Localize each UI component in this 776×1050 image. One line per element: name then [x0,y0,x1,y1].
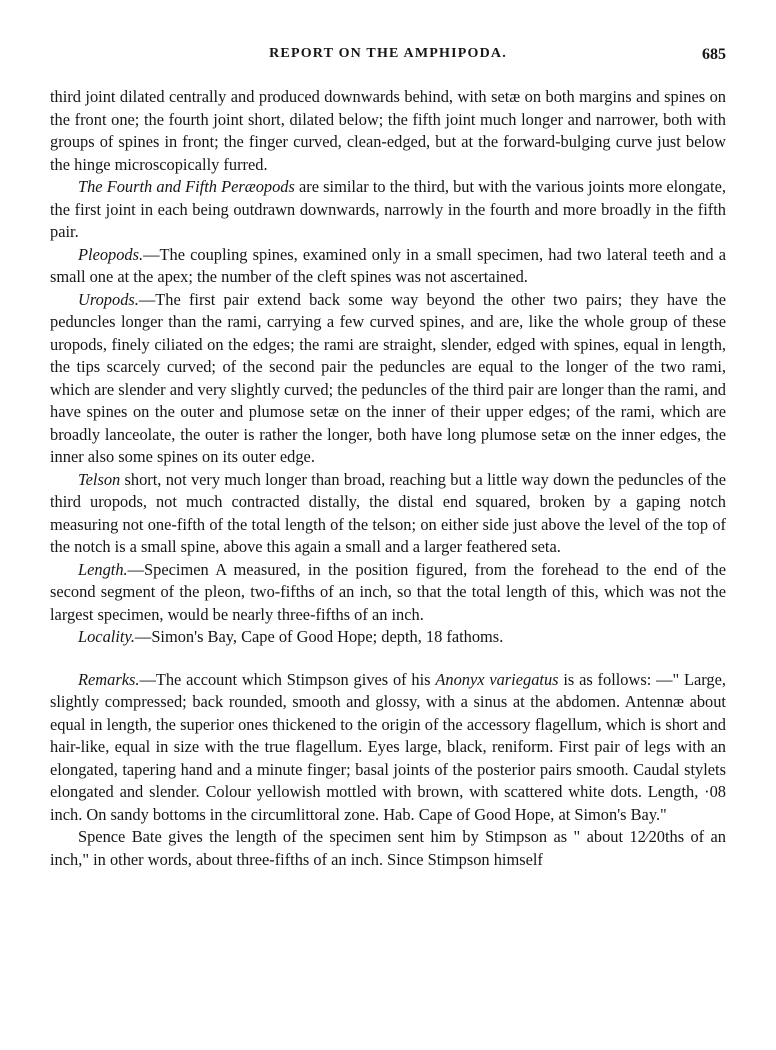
paragraph-remarks [50,669,726,827]
paragraph-text: short, not very much longer than broad, reaching but a little way down the peduncles of the third uropods, not much contracted distally, the distal end squared, broken by a gaping notch measuring not one-fifth of the total length of the telson; on either side just above the level of the top of the notch is a small spine, above this again a small and a larger feathered seta. [50,469,726,556]
body-text [50,86,726,871]
paragraph-length [50,559,726,627]
running-header [50,46,726,70]
page-number: 685 [702,46,726,63]
paragraph-lead: Remarks. [78,669,140,689]
paragraph-spence-bate [50,826,726,871]
paragraph-lead: Uropods. [78,289,139,309]
paragraph-lead: Pleopods. [78,244,144,264]
paragraph-lead: Length. [78,559,128,579]
paragraph-text: third joint dilated centrally and produced downwards behind, with setæ on both margins and spines on the front one; the fourth joint short, dilated below; the fifth joint much longer and narrower, both with groups of spines in front; the finger curved, clean-edged, but at the forward-bulging curve just below the hinge microscopically furred. [50,87,726,174]
paragraph-lead: The Fourth and Fifth Peræopods [78,177,295,196]
paragraph-text-quote: is as follows: —" Large, slightly compressed; back rounded, smooth and glossy, with a sinus at the abdomen. Antennæ about equal in length, the superior ones thickened to the origin of the accessory flagellum, which is short and hair-like, equal in size with the true flagellum. Eyes large, black, reniform. First pair of legs with an elongated, tapering hand and a minute finger; basal joints of the posterior pairs smooth. Caudal stylets elongated and slender. Colour yellowish mottled with brown, with scattered white dots. Length, ·08 inch. On sandy bottoms in the circumlittoral zone. Hab. Cape of Good Hope, at Simon's Bay." [50,669,726,824]
paragraph-text: —The account which Stimpson gives of his [139,669,436,689]
species-name: Anonyx variegatus [435,669,559,689]
paragraph-locality [50,626,726,649]
paragraph-lead: Locality. [78,627,135,646]
paragraph-telson [50,469,726,559]
paragraph-text: —The coupling spines, examined only in a small specimen, had two lateral teeth and a small one at the apex; the number of the cleft spines was not ascertained. [50,244,726,286]
paragraph-lead: Telson [78,469,121,489]
paragraph-text: —Specimen A measured, in the position figured, from the forehead to the end of the second segment of the pleon, two-fifths of an inch, so that the total length of this, which was not the largest specimen, would be nearly three-fifths of an inch. [50,559,726,624]
paragraph-text: —The first pair extend back some way beyond the other two pairs; they have the peduncles longer than the rami, carrying a few curved spines, and are, like the whole group of these uropods, finely ciliated on the edges; the rami are straight, slender, edged with spines, equal in length, the tips scarcely curved; of the second pair the peduncles are equal to the longer of the two rami, which are slender and very slightly curved; the peduncles of the third pair are longer than the rami, and have spines on the outer and plumose setæ on the inner of their upper edges; of the rami, which are broadly lanceolate, the outer is rather the longer, both have long plumose setæ on the inner edges, the inner also some spines on its outer edge. [50,289,726,466]
paragraph-text: are similar to the third, but with the various joints more elongate, the first joint in each being outdrawn downwards, narrowly in the fourth and more broadly in the fifth pair. [50,177,726,241]
paragraph-text: —Simon's Bay, Cape of Good Hope; depth, 18 fathoms. [134,627,504,646]
paragraph-fourth-fifth-peraeopods [50,176,726,244]
paragraph-pleopods [50,244,726,289]
paragraph-leg-description [50,86,726,176]
running-title: REPORT ON THE AMPHIPODA. [269,46,507,61]
paragraph-text: Spence Bate gives the length of the specimen sent him by Stimpson as " about 12⁄20ths of an inch," in other words, about three-fifths of an inch. Since Stimpson himself [50,827,726,869]
paragraph-uropods [50,289,726,469]
